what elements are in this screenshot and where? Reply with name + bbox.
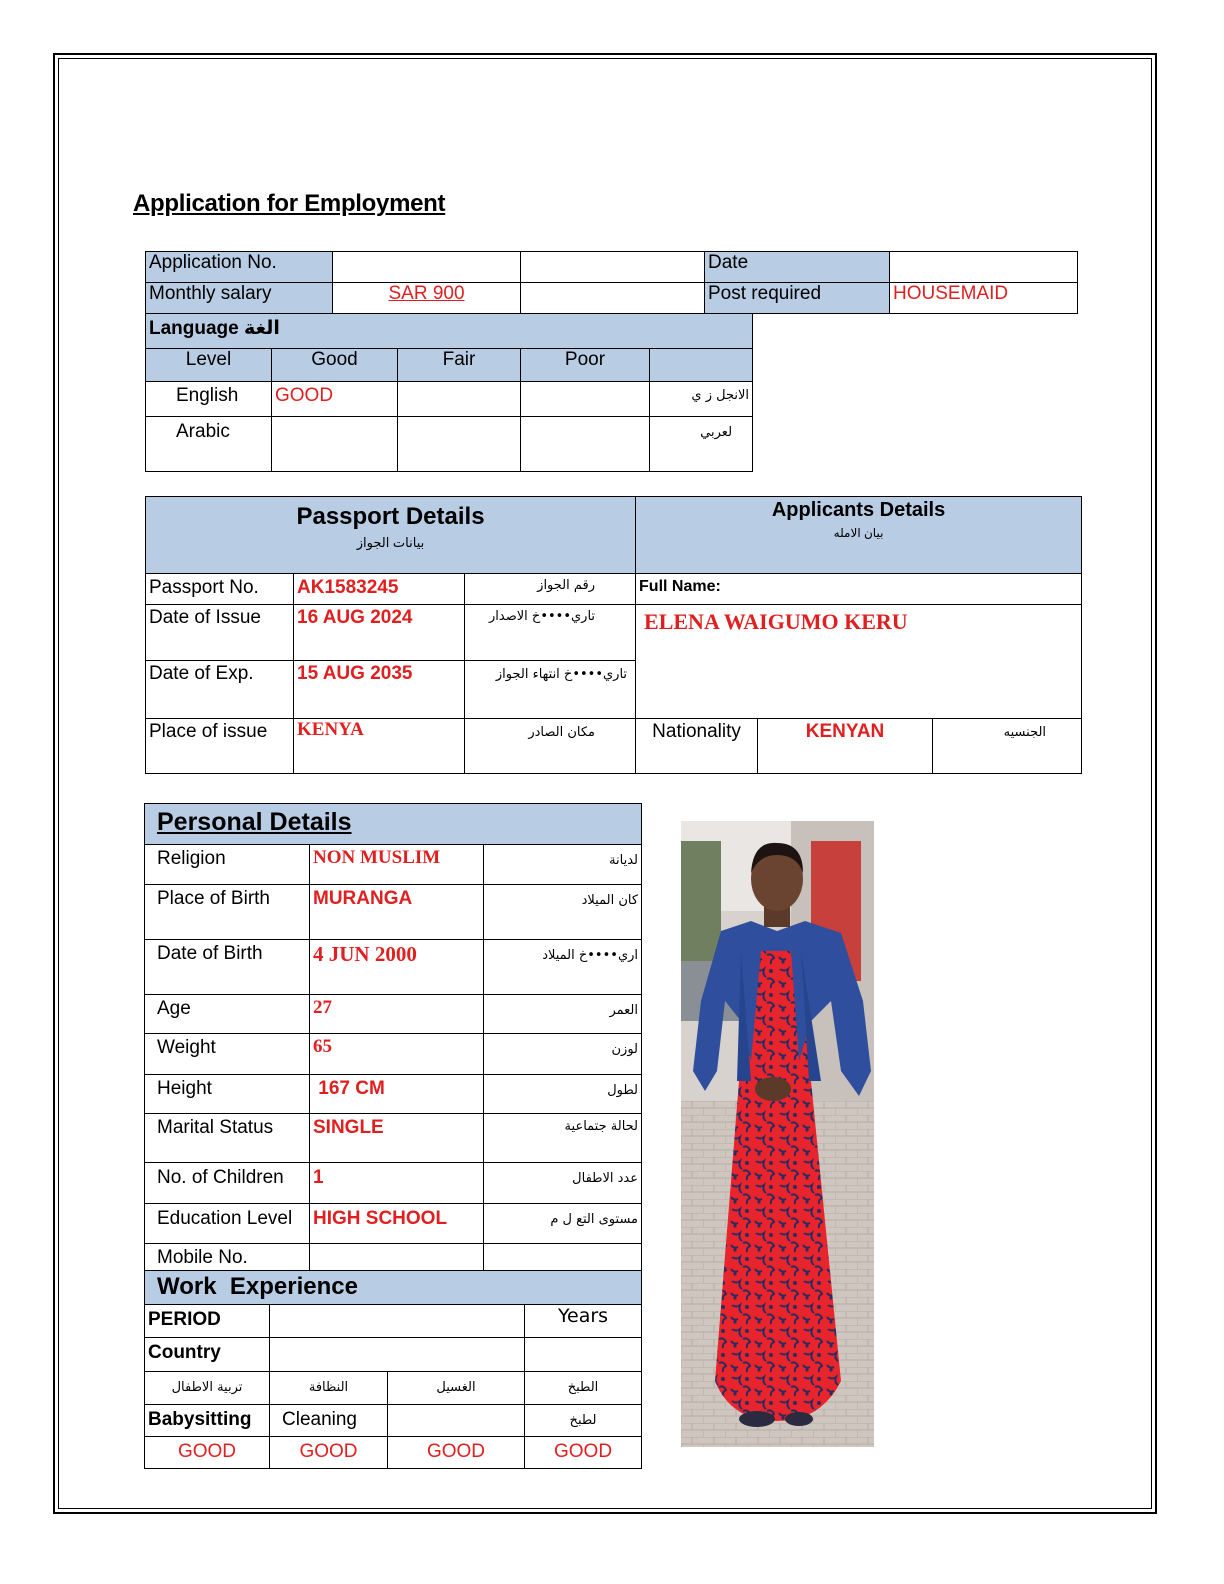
- monthly-salary-label: Monthly salary: [146, 283, 333, 314]
- education-label: Education Level: [145, 1204, 310, 1244]
- education-ar: مستوى التع ل م: [484, 1204, 642, 1244]
- language-arabic-good: [272, 417, 398, 472]
- place-of-issue-ar: مكان الصادر: [465, 719, 636, 774]
- fullname-value: ELENA WAIGUMO KERU: [636, 605, 1082, 719]
- monthly-salary-value: SAR 900: [388, 283, 465, 304]
- religion-ar: لديانة: [484, 845, 642, 885]
- children-value: 1: [310, 1163, 484, 1204]
- application-no-label: Application No.: [146, 252, 333, 283]
- height-ar: لطول: [484, 1075, 642, 1114]
- language-table: [145, 313, 753, 472]
- height-label: Height: [145, 1075, 310, 1114]
- work-experience-table: [144, 1270, 642, 1469]
- place-of-birth-label: Place of Birth: [145, 885, 310, 940]
- language-arabic-label: Arabic: [146, 417, 272, 472]
- children-label: No. of Children: [145, 1163, 310, 1204]
- work-experience-header: Work Experience: [145, 1271, 642, 1305]
- mobile-label: Mobile No.: [145, 1244, 310, 1272]
- years-label: Years: [525, 1305, 642, 1338]
- application-no-field[interactable]: [333, 252, 521, 283]
- weight-value: 65: [310, 1034, 484, 1075]
- date-of-birth-label: Date of Birth: [145, 940, 310, 995]
- language-english-label: English: [146, 382, 272, 417]
- page-title: Application for Employment: [133, 190, 446, 217]
- skill-cleaning: Cleaning: [270, 1405, 388, 1437]
- mobile-ar: [484, 1244, 642, 1272]
- passport-no-value: AK1583245: [294, 574, 465, 605]
- religion-label: Religion: [145, 845, 310, 885]
- country-field[interactable]: [270, 1338, 525, 1372]
- date-of-exp-ar: تاري••••خ انتهاء الجواز: [465, 661, 636, 719]
- marital-status-value: SINGLE: [310, 1114, 484, 1163]
- marital-status-label: Marital Status: [145, 1114, 310, 1163]
- date-of-exp-value: 15 AUG 2035: [294, 661, 465, 719]
- period-field[interactable]: [270, 1305, 525, 1338]
- place-of-issue-value: KENYA: [294, 719, 465, 774]
- weight-ar: لوزن: [484, 1034, 642, 1075]
- rating-cleaning: GOOD: [270, 1437, 388, 1469]
- age-value: 27: [310, 995, 484, 1034]
- date-of-birth-ar: اري••••خ الميلاد: [484, 940, 642, 995]
- skill-ar-babysitting: تربية الاطفال: [145, 1372, 270, 1405]
- rating-cooking: GOOD: [525, 1437, 642, 1469]
- height-value: 167 CM: [310, 1075, 484, 1114]
- language-english-poor: [521, 382, 650, 417]
- children-ar: عدد الاطفال: [484, 1163, 642, 1204]
- weight-label: Weight: [145, 1034, 310, 1075]
- skill-ar-washing: الغسيل: [388, 1372, 525, 1405]
- country-extra-cell: [525, 1338, 642, 1372]
- skill-cooking: لطبخ: [525, 1405, 642, 1437]
- passport-applicant-table: [145, 496, 1082, 774]
- passport-header-cell: [146, 497, 636, 574]
- nationality-ar: الجنسيه: [933, 719, 1082, 774]
- language-header: Language الغة: [146, 314, 753, 349]
- passport-header-ar: بيانات الجواز: [356, 535, 425, 550]
- post-required-label: Post required: [705, 283, 890, 314]
- skill-ar-cooking: الطبخ: [525, 1372, 642, 1405]
- rating-babysitting: GOOD: [145, 1437, 270, 1469]
- mobile-field[interactable]: [310, 1244, 484, 1272]
- education-value: HIGH SCHOOL: [310, 1204, 484, 1244]
- age-ar: العمر: [484, 995, 642, 1034]
- passport-no-label: Passport No.: [146, 574, 294, 605]
- date-of-exp-label: Date of Exp.: [146, 661, 294, 719]
- period-label: PERIOD: [145, 1305, 270, 1338]
- passport-no-ar: رقم الجواز: [465, 574, 636, 605]
- date-of-issue-label: Date of Issue: [146, 605, 294, 661]
- nationality-label: Nationality: [636, 719, 758, 774]
- skill-ar-cleaning: النظافة: [270, 1372, 388, 1405]
- skill-babysitting: Babysitting: [145, 1405, 270, 1437]
- language-english-ar: الانجل ز ي: [650, 382, 753, 417]
- date-of-issue-ar: تاري••••خ الاصدار: [465, 605, 636, 661]
- applicant-header-ar: بيان الامله: [833, 526, 884, 540]
- personal-details-header: Personal Details: [157, 808, 352, 836]
- place-of-birth-value: MURANGA: [310, 885, 484, 940]
- skill-washing: [388, 1405, 525, 1437]
- language-arabic-poor: [521, 417, 650, 472]
- language-col-poor: Poor: [521, 349, 650, 382]
- language-col-good: Good: [272, 349, 398, 382]
- language-english-good: GOOD: [272, 382, 398, 417]
- fullname-label: Full Name:: [636, 574, 1082, 605]
- date-label: Date: [705, 252, 890, 283]
- applicant-photo: [681, 821, 874, 1447]
- place-of-issue-label: Place of issue: [146, 719, 294, 774]
- marital-status-ar: لحالة جتماعية: [484, 1114, 642, 1163]
- applicant-header-cell: [636, 497, 1082, 574]
- language-col-blank: [650, 349, 753, 382]
- post-required-value: HOUSEMAID: [890, 283, 1078, 314]
- rating-washing: GOOD: [388, 1437, 525, 1469]
- place-of-birth-ar: كان الميلاد: [484, 885, 642, 940]
- country-label: Country: [145, 1338, 270, 1372]
- passport-header: Passport Details: [296, 503, 485, 530]
- language-arabic-fair: [398, 417, 521, 472]
- personal-details-table: [144, 803, 642, 1272]
- nationality-value: KENYAN: [758, 719, 933, 774]
- language-arabic-ar: لعربي: [650, 417, 753, 472]
- applicant-header: Applicants Details: [771, 499, 946, 521]
- date-field[interactable]: [890, 252, 1078, 283]
- language-col-level: Level: [146, 349, 272, 382]
- language-english-fair: [398, 382, 521, 417]
- date-of-birth-value: 4 JUN 2000: [310, 940, 484, 995]
- language-col-fair: Fair: [398, 349, 521, 382]
- religion-value: NON MUSLIM: [310, 845, 484, 885]
- salary-blank-cell: [521, 283, 705, 314]
- application-blank-cell: [521, 252, 705, 283]
- application-table: [145, 251, 1078, 314]
- age-label: Age: [145, 995, 310, 1034]
- date-of-issue-value: 16 AUG 2024: [294, 605, 465, 661]
